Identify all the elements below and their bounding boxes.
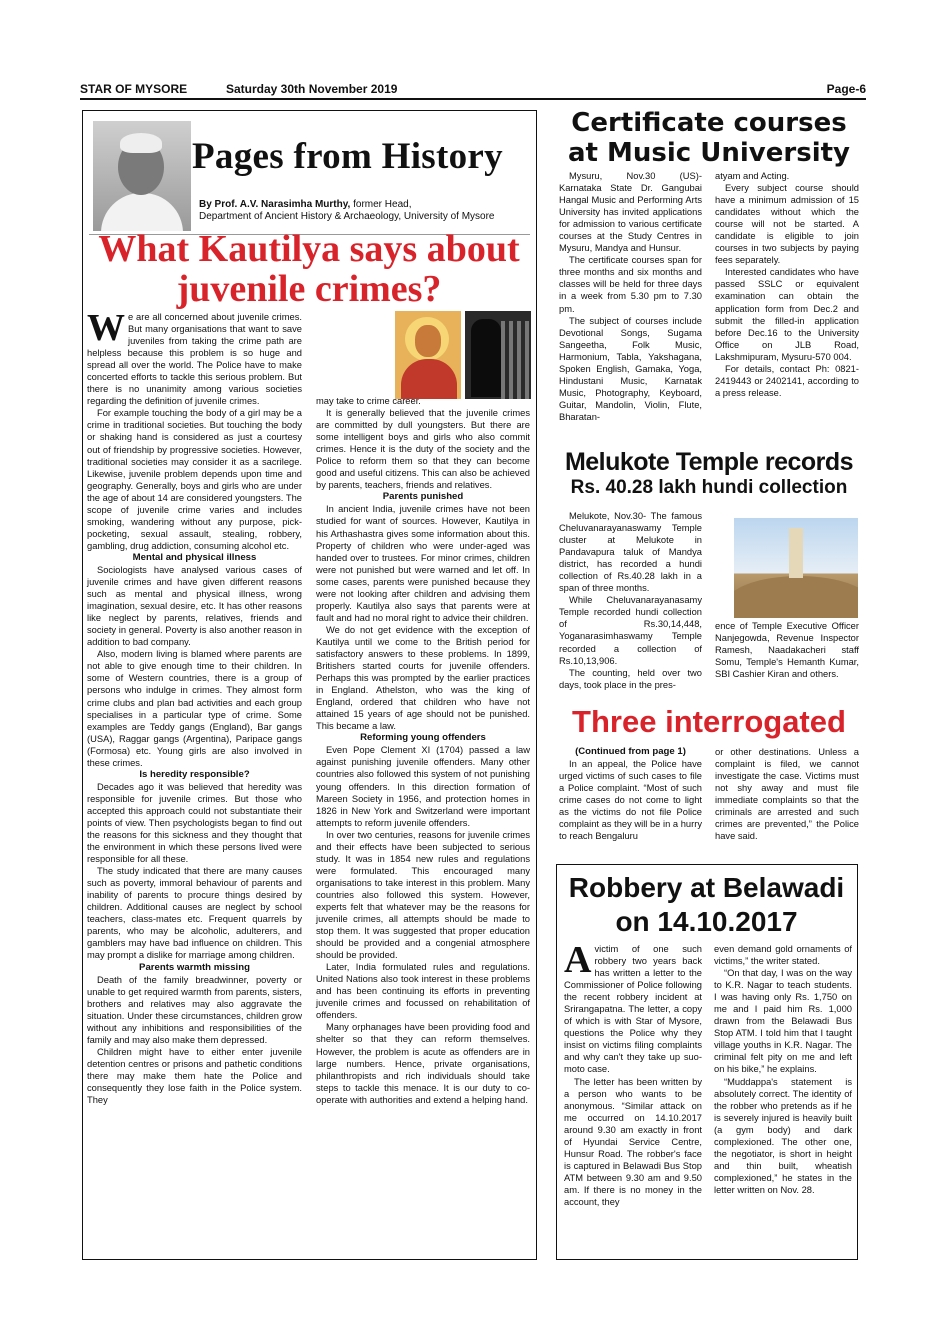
history-article xyxy=(82,110,537,1260)
subheading: Parents punished xyxy=(382,491,464,503)
melukote-column-1 xyxy=(559,510,702,691)
paragraph: Later, India formulated rules and regulations. United Nations also took interest in these problems and has been continuing its efforts in preventing juvenile crimes and focussed on rehabilitation of offenders. xyxy=(316,962,530,1021)
headline-line-1: What Kautilya says about xyxy=(98,228,520,270)
paragraph: ence of Temple Executive Officer Nanjegowda, Revenue Inspector Ramesh, Naadakacheri staff Somu, Temple's Hemanth Kumar, SBI Cashier Kiran and others. xyxy=(715,621,859,680)
column-header xyxy=(89,117,530,235)
subheading: Mental and physical illness xyxy=(132,551,257,563)
robbery-column-1 xyxy=(564,939,702,1208)
paragraph: The subject of courses include Devotional Songs, Sugama Sangeetha, Folk Music, Harmonium, Tabla, Yakshagana, Spoken English, Gamaka, Yoga, Hindustani Music, Karnatak Music, Photography, Keyboard, Guitar, Mandolin, Violin, Flute, Bharatan- xyxy=(559,315,702,422)
paragraph: The letter has been written by a person who wants to be anonymous. “Similar attack on me occurred on 14.10.2017 around 9.30 am exactly in front of Hyundai Service Centre, Hunsur Road. The robber's face is captured in Belawadi Bus Stop ATM between 9.30 am and 9.50 am. If there is no money in the account, they xyxy=(564,1076,702,1207)
paragraph: Sociologists have analysed various cases of juvenile crimes and have given different reasons such as mental and physical illness, wrong imagination, sexual desire, etc. It has other reasons like neglect by parents, relatives, friends and society in general. Poverty is also another reason in addition to bad company. xyxy=(87,564,302,648)
paragraph: The certificate courses span for three months and six months and classes will be held for three days in a week from 5.30 pm to 7.30 pm. xyxy=(559,255,702,314)
byline-author: By Prof. A.V. Narasimha Murthy, xyxy=(199,199,351,210)
music-headline xyxy=(556,108,862,168)
headline-line-1: Robbery at Belawadi xyxy=(568,872,845,903)
paragraph: Melukote, Nov.30- The famous Cheluvanarayanaswamy Temple cluster at Melukote in Pandavapura taluk of Mandya district, has recorded a hundi collection of Rs.40.28 lakh in a span of three months. xyxy=(559,511,702,594)
headline-line-2: juvenile crimes? xyxy=(176,268,442,310)
publication-name: STAR OF MYSORE xyxy=(80,82,188,96)
headline-line-1: Certificate courses xyxy=(571,108,847,138)
subheading: Is heredity responsible? xyxy=(139,768,250,780)
kautilya-illustration xyxy=(395,311,461,399)
paragraph: Interested candidates who have passed SSLC or equivalent examination can obtain the application form from Dec.2 and submit the filled-in application before Dec.16 to the University Office on JLB Road, Lakshmipuram, Mysuru-570 004. xyxy=(715,267,859,362)
music-column-1 xyxy=(559,170,702,423)
paragraph: While Cheluvanarayanasamy Temple recorded hundi collection of Rs.30,14,448, Yoganarasimhaswamy Temple recorded a collection of Rs.10,13,906. xyxy=(559,595,702,666)
subheading: Parents warmth missing xyxy=(139,961,250,973)
interrogated-column-1 xyxy=(559,746,702,842)
continued-note: (Continued from page 1) xyxy=(575,746,686,757)
dropcap: A xyxy=(564,939,592,981)
paragraph: The counting, held over two days, took place in the pres- xyxy=(559,667,702,690)
interrogated-headline: Three interrogated xyxy=(572,704,846,739)
prison-silhouette-image xyxy=(465,311,531,399)
paragraph: Death of the family breadwinner, poverty or unable to get required warmth from parents, sisters, brothers and relatives may also aggravate the situation. Under these circumstances, children grow without any inhibitions and responsibilities of the family and may also make them depressed. xyxy=(87,974,302,1045)
headline-line-2: at Music University xyxy=(568,138,850,168)
paragraph: Many orphanages have been providing food and shelter so that they can reform themselves. However, the problem is acute as offenders are in large numbers. Hence, private organisations, philanthropists and rich individuals should take steps to tackle this menace. It is our duty to co-operate with authorities and extend a helping hand. xyxy=(316,1022,530,1105)
paragraph: Every subject course should have a minimum admission of 15 candidates without which the course will not be started. A candidate is eligible to join courses in two subjects by paying fees separately. xyxy=(715,183,859,266)
byline xyxy=(199,199,495,223)
paragraph: We do not get evidence with the exception of Kautilya until we come to the British period for satisfactory answers to these problems. In 1899, Britishers started courts for juvenile offenders. Perhaps this was prompted by the earlier practices in England. Athelston, who was the king of England, ordered that children who have not attained 15 years of age should not be punished. This became a law. xyxy=(316,624,530,732)
issue-date: Saturday 30th November 2019 xyxy=(226,82,398,96)
paragraph: “Muddappa's statement is absolutely correct. The identity of the robber who pretends as if he is severely injured is heavily built (a gym body) and dark complexioned. The other one, the negotiator, is short in height and thin built, wheatish complexioned,” he states in the letter written on Nov. 28. xyxy=(714,1076,852,1195)
paragraph: Decades ago it was believed that heredity was responsible for juvenile crimes. But those who accepted this approach could not substantiate their points of view. Then psychologists began to find out the reasons for this sickness and they thought that the environment in which these persons lived were responsible for all these. xyxy=(87,781,302,865)
paragraph: Also, modern living is blamed where parents are not able to give enough time to their children. In some of Western countries, there is a group of persons who indulge in crimes. They almost form crime clubs and plan bad activities and each group specialises in a particular type of crime. Some examples are Teddy gangs (England), Bar gangs (USA), Raggar gangs (Argentina), Paripace gangs (Formosa) etc. Young girls are also involved in these crimes. xyxy=(87,649,302,768)
melukote-column-2 xyxy=(715,620,859,680)
music-column-2 xyxy=(715,170,859,399)
dropcap: W xyxy=(87,307,125,349)
paragraph: It is generally believed that the juvenile crimes are committed by dull youngsters. But there are some intelligent boys and girls who also commit crimes. Hence it is the duty of the society and the Police to reform them so that they can become good and useful citizens. This can also be achieved by parents, teachers, friends and relatives. xyxy=(316,408,530,491)
masthead xyxy=(80,80,866,100)
page-number: Page-6 xyxy=(826,82,866,96)
history-column-2 xyxy=(316,395,530,1106)
paragraph: e are all concerned about juvenile crimes. But many organisations that want to save juveniles from taking the crime path are helpless because this problem is so huge and spread all over the world. The Police have to make concerted efforts to tackle this serious problem. But there is no unanimity among various societies regarding the definition of juvenile crimes. xyxy=(87,312,302,407)
interrogated-column-2 xyxy=(715,746,859,842)
subheading: Reforming young offenders xyxy=(360,732,486,744)
paragraph: Children might have to either enter juvenile detention centres or prisons and pathetic conditions there may make them hate the Police and consequently they lose faith in the Police system. They xyxy=(87,1046,302,1106)
robbery-headline xyxy=(557,871,856,939)
column-title: Pages from History xyxy=(192,136,503,177)
paragraph: Mysuru, Nov.30 (US)- Karnataka State Dr. Gangubai Hangal Music and Performing Arts University has invited applications for admission to various certificate courses at the Study Centres in Mysuru, Mandya and Hunsur. xyxy=(559,171,702,254)
paragraph: In over two centuries, reasons for juvenile crimes and their effects have been subjected to serious study. It was in 1854 new rules and regulations were formulated. This encouraged many organisations to take interest in this problem. Many countries also followed this system. However, experts felt that whatever may be the reasons for juvenile crimes, all attempts should be made to stop them. It was suggested that proper education should be provided and a congenial atmosphere should be provided. xyxy=(316,829,530,961)
paragraph: The study indicated that there are many causes such as poverty, immoral behaviour of parents and inability of parents to procure things desired by children. Additional causes are neglect by school teachers, class-mates etc. Frequent quarrels by parents, who may be alcoholic, adulterers, and gamblers may have bad influence on children. This may prompt a dislike for marriage among children. xyxy=(87,866,302,961)
article-headline xyxy=(83,229,535,309)
robbery-article xyxy=(556,864,858,1260)
headline-line-1: Melukote Temple records xyxy=(564,448,854,476)
paragraph: For example touching the body of a girl may be a crime in traditional societies. But touching the body or shaking hand is considered as just a courtesy out of friendship by progressive societies. However, traditional societies may consider it as a sacrilege. Likewise, juvenile problem depends upon time and geography. Generally, boys and girls who are under the age of about 14 are considered youngsters. The scope of juvenile crime varies and includes smoking, wandering without any purpose, pick-pocketing, sexual assault, stealing, robbery, gambling, drug addiction, consuming alcohol etc. xyxy=(87,408,302,551)
paragraph: may take to crime career. xyxy=(316,396,421,406)
robbery-column-2 xyxy=(714,943,852,1196)
melukote-temple-photo xyxy=(734,518,858,618)
byline-dept: Department of Ancient History & Archaeology, University of Mysore xyxy=(199,211,495,222)
headline-line-2: on 14.10.2017 xyxy=(615,906,798,937)
paragraph: “On that day, I was on the way to K.R. Nagar to teach students. I was having only Rs. 1,750 on me and I paid him Rs. 1,000 drawn from the Belawadi Bus Stop ATM. I told him that I taught village youths in K.R. Nagar. The criminal felt pity on me and left on his bike,” he explains. xyxy=(714,968,852,1075)
melukote-headline xyxy=(556,448,862,500)
paragraph: Even Pope Clement XI (1704) passed a law against punishing juvenile offenders. Many other countries also followed this system of not punishing young offenders. In this direction formation of Mareen Society in 1956, and protection homes in 1826 in New York and Switzerland were important attempts to reform juvenile offenders. xyxy=(316,745,530,828)
paragraph: In an appeal, the Police have urged victims of such cases to file a Police complaint. “Most of such crime cases do not come to light as the victims do not file Police complaint as they will be in a hurry to reach Bengaluru xyxy=(559,759,702,842)
paragraph: In ancient India, juvenile crimes have not been studied for want of sources. However, Kautilya in his Arthashastra gives some information about this. Property of children who were under-aged was handed over to trustees. For minor crimes, children were not punished but were warned and let off. In some cases, parents were punished because they were not looking after children and advising them properly. Kautilya also says that parents were at fault and had no moral right to advice their children. xyxy=(316,504,530,623)
headline-line-2: Rs. 40.28 lakh hundi collection xyxy=(570,477,848,498)
paragraph: For details, contact Ph: 0821-2419443 or 2402141, according to a press release. xyxy=(715,363,859,398)
byline-role: former Head, xyxy=(350,199,412,210)
history-column-1 xyxy=(87,307,302,1106)
paragraph: even demand gold ornaments of victims,” the writer stated. xyxy=(714,944,852,967)
paragraph: atyam and Acting. xyxy=(715,171,790,181)
paragraph: or other destinations. Unless a complaint is filed, we cannot investigate the case. Victims must not shy away and must file immediate complaints so that the criminals are arrested and such crimes are prevented,” the Police have said. xyxy=(715,747,859,842)
paragraph: victim of one such robbery two years back has written a letter to the Commissioner of Police following the recent robbery incident at Srirangapatna. The letter, a copy of which is with Star of Mysore, questions the Police why they insist on victims filing complaints and why can't they take up suo-moto case. xyxy=(564,944,702,1075)
